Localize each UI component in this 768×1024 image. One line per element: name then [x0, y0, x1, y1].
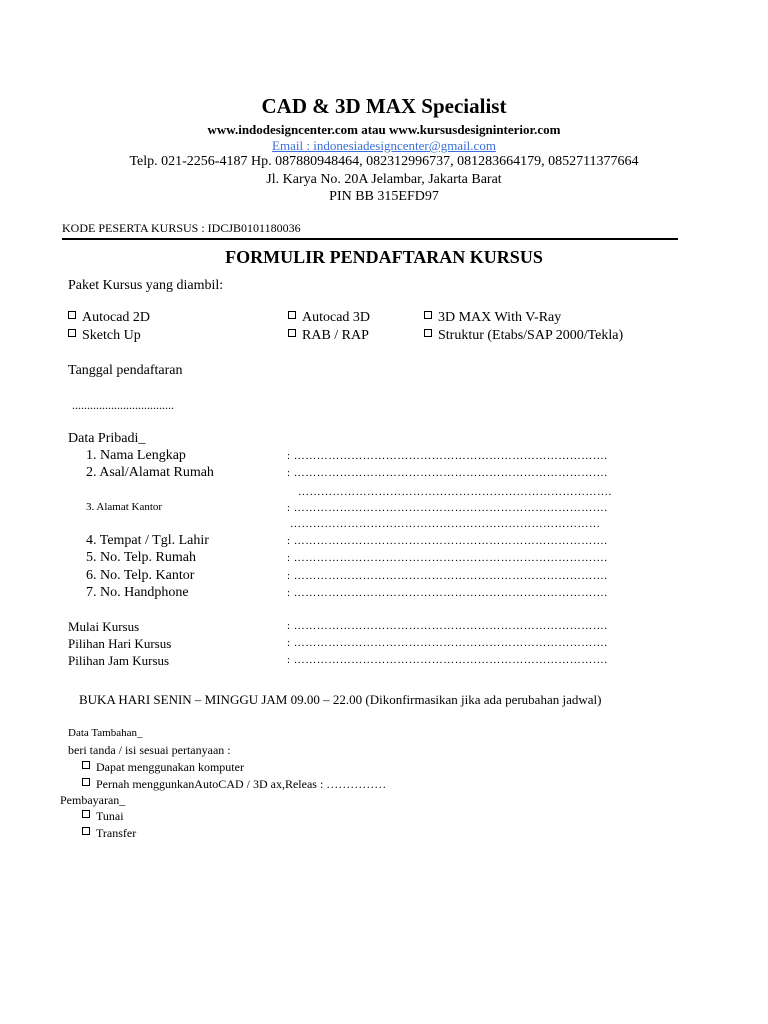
additional-option-autocad[interactable] — [82, 777, 386, 792]
participant-code: KODE PESERTA KURSUS : IDCJB0101180036 — [62, 221, 301, 235]
additional-option-computer[interactable] — [82, 760, 244, 775]
option-label: 3D MAX With V-Ray — [438, 310, 562, 325]
field-office-address[interactable]: : ………………………………………………………………………. — [287, 502, 608, 514]
checkbox-icon — [288, 329, 296, 337]
personal-data-label: Data Pribadi_ — [68, 431, 146, 446]
payment-label: Pembayaran_ — [60, 793, 126, 807]
field-label-full-name: 1. Nama Lengkap — [86, 448, 186, 463]
field-office-address-cont[interactable]: ……………………………………………………………………… — [290, 518, 601, 530]
option-label: Autocad 3D — [302, 310, 371, 325]
package-option-autocad-3d[interactable] — [288, 310, 370, 326]
checkbox-icon — [68, 329, 76, 337]
checkbox-icon — [82, 827, 90, 835]
field-birth[interactable]: : ………………………………………………………………………. — [287, 535, 608, 547]
checkbox-icon — [424, 311, 432, 319]
checkbox-icon — [424, 329, 432, 337]
registration-date-label: Tanggal pendaftaran — [68, 363, 183, 378]
option-label: Sketch Up — [82, 328, 141, 343]
option-label: Pernah menggunkanAutoCAD / 3D ax,Releas : …………… — [96, 777, 387, 791]
package-option-3dmax-vray[interactable] — [424, 310, 561, 326]
field-course-start[interactable]: : ………………………………………………………………………. — [287, 620, 608, 632]
option-label: Struktur (Etabs/SAP 2000/Tekla) — [438, 328, 624, 343]
package-option-autocad-2d[interactable] — [68, 310, 150, 326]
package-option-struktur[interactable] — [424, 328, 623, 344]
option-label: Transfer — [96, 826, 137, 840]
registration-date-field[interactable]: .................................. — [72, 398, 174, 412]
additional-data-label: Data Tambahan_ — [68, 727, 143, 739]
option-label: Autocad 2D — [82, 310, 151, 325]
field-home-address-cont[interactable]: ………………………………………………………………………. — [298, 486, 612, 498]
field-label-course-time: Pilihan Jam Kursus — [68, 653, 170, 668]
opening-hours-note: BUKA HARI SENIN – MINGGU JAM 09.00 – 22.00 (Dikonfirmasikan jika ada perubahan jadwal) — [79, 692, 602, 707]
field-handphone[interactable]: : ………………………………………………………………………. — [287, 587, 608, 599]
field-home-phone[interactable]: : ………………………………………………………………………. — [287, 552, 608, 564]
field-home-address[interactable]: : ………………………………………………………………………. — [287, 467, 608, 479]
field-label-course-day: Pilihan Hari Kursus — [68, 636, 172, 651]
checkbox-icon — [82, 761, 90, 769]
field-label-birth: 4. Tempat / Tgl. Lahir — [86, 533, 209, 548]
package-label: Paket Kursus yang diambil: — [68, 278, 224, 293]
package-option-sketchup[interactable] — [68, 328, 141, 344]
field-label-handphone: 7. No. Handphone — [86, 585, 189, 600]
field-course-day[interactable]: : ………………………………………………………………………. — [287, 637, 608, 649]
phone-line: Telp. 021-2256-4187 Hp. 087880948464, 082312996737, 081283664179, 0852711377664 — [129, 154, 639, 169]
field-full-name[interactable]: : ………………………………………………………………………. — [287, 450, 608, 462]
email-link[interactable]: Email : indonesiadesigncenter@gmail.com — [272, 138, 496, 153]
form-title: FORMULIR PENDAFTARAN KURSUS — [225, 247, 543, 267]
package-option-rab-rap[interactable] — [288, 328, 369, 344]
option-label: RAB / RAP — [302, 328, 369, 343]
payment-option-transfer[interactable] — [82, 826, 136, 841]
field-office-phone[interactable]: : ………………………………………………………………………. — [287, 570, 608, 582]
checkbox-icon — [82, 778, 90, 786]
address-line: Jl. Karya No. 20A Jelambar, Jakarta Barat — [266, 172, 502, 187]
option-label: Tunai — [96, 809, 124, 823]
checkbox-icon — [288, 311, 296, 319]
field-label-home-address: 2. Asal/Alamat Rumah — [86, 465, 214, 480]
field-label-course-start: Mulai Kursus — [68, 619, 140, 634]
checkbox-icon — [68, 311, 76, 319]
additional-data-instruction: beri tanda / isi sesuai pertanyaan : — [68, 743, 231, 757]
payment-option-cash[interactable] — [82, 809, 124, 824]
checkbox-icon — [82, 810, 90, 818]
field-label-home-phone: 5. No. Telp. Rumah — [86, 550, 196, 565]
field-label-office-phone: 6. No. Telp. Kantor — [86, 568, 195, 583]
websites-line: www.indodesigncenter.com atau www.kursusdesigninterior.com — [207, 122, 561, 137]
document-title: CAD & 3D MAX Specialist — [261, 94, 507, 118]
option-label: Dapat menggunakan komputer — [96, 760, 244, 774]
field-course-time[interactable]: : ………………………………………………………………………. — [287, 654, 608, 666]
pin-line: PIN BB 315EFD97 — [329, 189, 439, 204]
field-label-office-address: 3. Alamat Kantor — [86, 501, 163, 513]
divider-line — [62, 238, 678, 240]
